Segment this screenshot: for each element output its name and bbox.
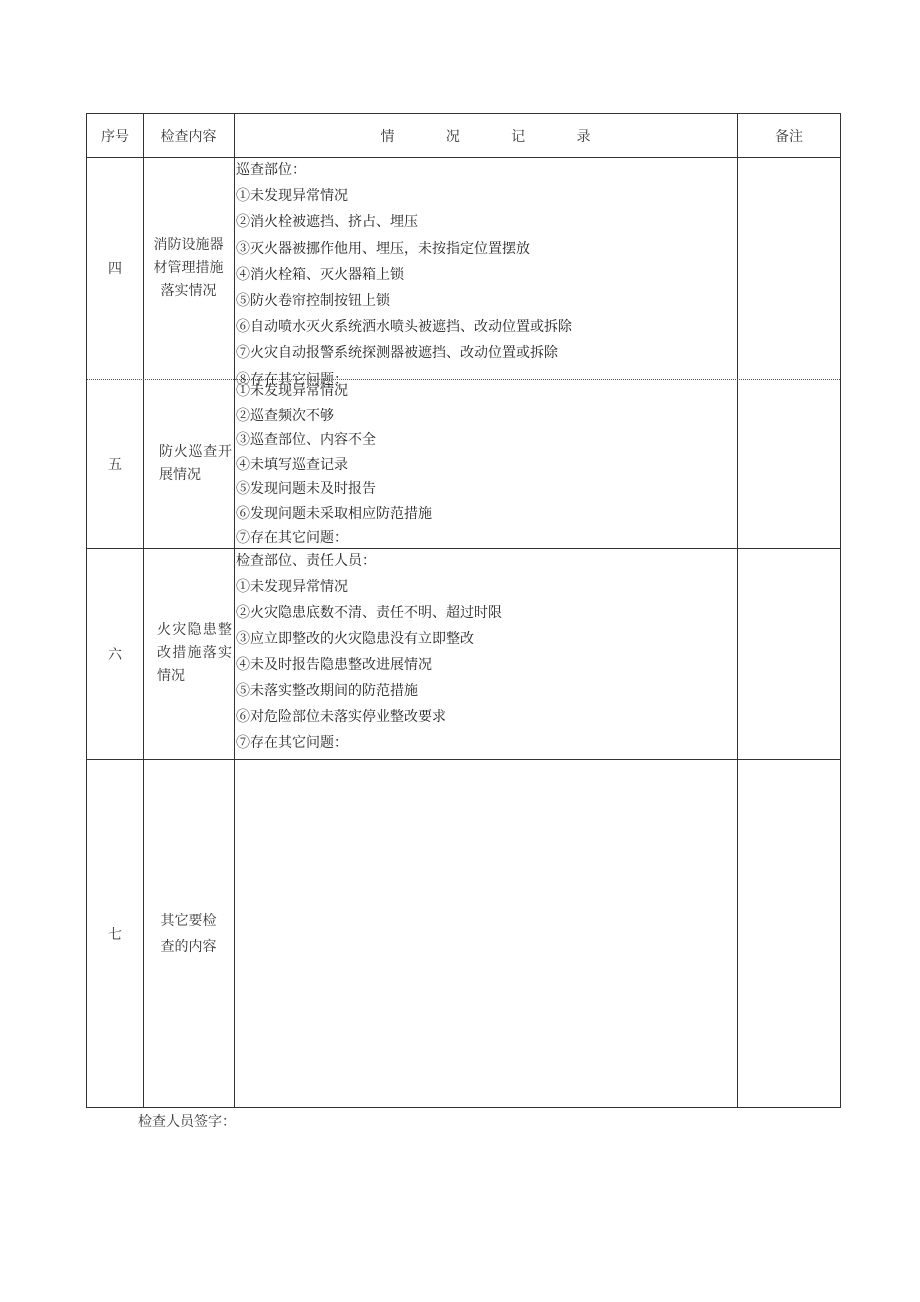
- header-content: 检查内容: [160, 128, 217, 145]
- row-seq: 四: [108, 261, 122, 277]
- record-line: ⑧存在其它问题：: [236, 371, 348, 388]
- record-line: ③巡查部位、内容不全: [236, 432, 376, 448]
- row-seq: 六: [108, 646, 122, 663]
- header-remark: 备注: [775, 128, 803, 145]
- record-line: ⑦存在其它问题：: [236, 735, 348, 751]
- header-record-char: 情: [380, 128, 395, 145]
- record-lines: [236, 157, 735, 393]
- record-line: ①未发现异常情况: [236, 383, 348, 399]
- record-line: ⑤发现问题未及时报告: [236, 481, 376, 497]
- row-category: 火灾隐患整改措施落实情况: [157, 622, 232, 684]
- record-line: ③灭火器被挪作他用、埋压，未按指定位置摆放: [236, 240, 530, 257]
- record-line: ①未发现异常情况: [236, 188, 348, 205]
- record-line: ⑥自动喷水灭火系统洒水喷头被遮挡、改动位置或拆除: [236, 319, 572, 336]
- record-line: ⑤防火卷帘控制按钮上锁: [236, 293, 390, 310]
- row-6-record-cell: [234, 548, 737, 759]
- record-line: ④消火栓箱、灭火器箱上锁: [236, 266, 404, 283]
- row-7-seq-cell: [87, 759, 143, 1108]
- row-6-remark-cell: [737, 548, 841, 759]
- row-category: 防火巡查开展情况: [159, 443, 232, 483]
- record-line: 检查部位、责任人员：: [236, 553, 376, 569]
- row-4-remark-cell: [737, 157, 841, 379]
- header-seq-cell: [87, 114, 143, 157]
- row-seq: 五: [108, 456, 122, 473]
- record-line: ⑥对危险部位未落实停业整改要求: [236, 709, 446, 725]
- row-4-category-cell: [143, 157, 234, 379]
- row-4-seq-cell: [87, 157, 143, 379]
- record-line: ⑥发现问题未采取相应防范措施: [236, 505, 432, 522]
- record-line: ①未发现异常情况: [236, 579, 348, 595]
- row-6-category-cell: [143, 548, 234, 759]
- record-line: ②巡查频次不够: [236, 407, 334, 424]
- record-line: ⑦存在其它问题：: [236, 530, 348, 546]
- row-5-seq-cell: [87, 379, 143, 548]
- row-seq: 七: [108, 926, 122, 943]
- header-record-char: 录: [576, 128, 591, 145]
- row-category: 其它要检查的内容: [160, 912, 217, 955]
- record-lines: [236, 548, 735, 756]
- row-7-remark-cell: [737, 759, 841, 1108]
- record-line: ⑦火灾自动报警系统探测器被遮挡、改动位置或拆除: [236, 345, 558, 362]
- header-record-char: 记: [511, 128, 526, 145]
- record-line: ③应立即整改的火灾隐患没有立即整改: [236, 631, 474, 647]
- header-record-char: 况: [445, 128, 460, 145]
- header-remark-cell: [737, 114, 841, 157]
- record-line: 巡查部位：: [236, 162, 306, 178]
- record-line: ④未填写巡查记录: [236, 456, 348, 473]
- row-5-remark-cell: [737, 379, 841, 548]
- header-seq: 序号: [101, 128, 129, 145]
- row-category: 消防设施器材管理措施落实情况: [153, 236, 224, 299]
- record-line: ④未及时报告隐患整改进展情况: [236, 657, 432, 673]
- row-7-category-cell: [143, 759, 234, 1108]
- record-line: ②火灾隐患底数不清、责任不明、超过时限: [236, 605, 502, 621]
- header-content-cell: [143, 114, 234, 157]
- header-record-cell: [234, 114, 737, 157]
- row-7-record-cell: [234, 759, 737, 1108]
- header-record: [381, 126, 591, 146]
- record-line: ②消火栓被遮挡、挤占、埋压: [236, 214, 418, 231]
- inspection-record-table: [86, 113, 841, 1108]
- row-5-category-cell: [143, 379, 234, 548]
- inspector-signature-label: 检查人员签字：: [138, 1114, 236, 1130]
- row-4-record-cell: [234, 157, 737, 388]
- record-lines: [236, 379, 735, 551]
- row-6-seq-cell: [87, 548, 143, 759]
- row-5-record-cell: [234, 379, 737, 548]
- record-line: ⑤未落实整改期间的防范措施: [236, 683, 418, 699]
